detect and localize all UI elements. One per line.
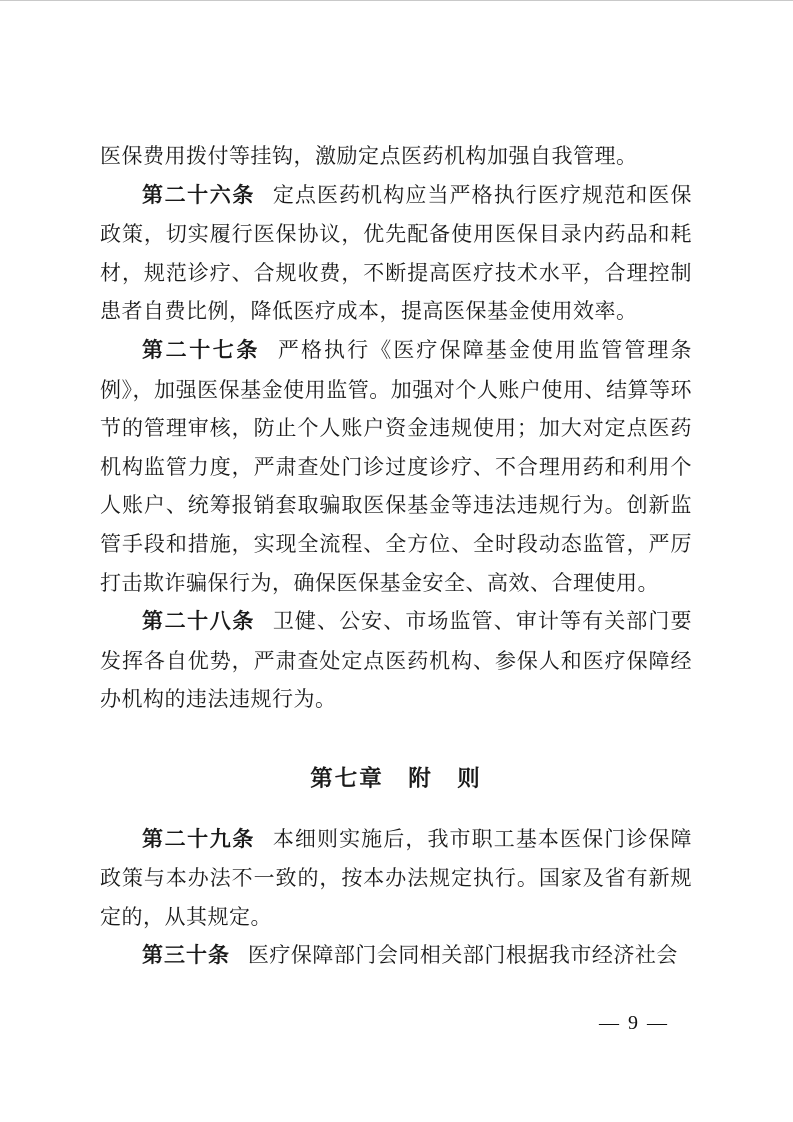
article-28	[100, 602, 692, 719]
continuation-paragraph-text: 医保费用拨付等挂钩，激励定点医药机构加强自我管理。	[100, 144, 638, 168]
article-28-number: 第二十八条	[142, 610, 255, 634]
article-26-number: 第二十六条	[142, 183, 255, 207]
article-30-text: 医疗保障部门会同相关部门根据我市经济社会	[247, 943, 678, 968]
article-27	[100, 331, 692, 602]
article-26	[100, 176, 692, 331]
article-28-text: 卫健、公安、市场监管、审计等有关部门要发挥各自优势，严肃查处定点医药机构、参保人和医疗保障经办机构的违法违规行为。	[100, 609, 692, 712]
article-30	[100, 936, 692, 976]
article-30-number: 第三十条	[142, 944, 230, 968]
article-27-text: 严格执行《医疗保障基金使用监管管理条例》，加强医保基金使用监管。加强对个人账户使用、结算等环节的管理审核，防止个人账户资金违规使用；加大对定点医药机构监管力度，严肃查处门诊过度诊疗、不合理用药和利用个人账户、统筹报销套取骗取医保基金等违法违规行为。创新监管手段和措施，实现全流程、全方位、全时段动态监管，严厉打击欺诈骗保行为，确保医保基金安全、高效、合理使用。	[100, 337, 693, 595]
page-number: — 9 —	[599, 1012, 669, 1034]
article-29-text: 本细则实施后，我市职工基本医保门诊保障政策与本办法不一致的，按本办法规定执行。国家及省有新规定的，从其规定。	[100, 826, 692, 929]
article-27-number: 第二十七条	[142, 338, 260, 362]
article-29-number: 第二十九条	[142, 827, 255, 851]
article-29	[100, 820, 692, 937]
chapter-7-heading: 第七章 附 则	[310, 765, 482, 791]
document-body	[100, 137, 692, 976]
continuation-paragraph	[100, 137, 692, 176]
article-26-text: 定点医药机构应当严格执行医疗规范和医保政策，切实履行医保协议，优先配备使用医保目录内药品和耗材，规范诊疗、合规收费，不断提高医疗技术水平，合理控制患者自费比例，降低医疗成本，提高医保基金使用效率。	[100, 182, 692, 324]
